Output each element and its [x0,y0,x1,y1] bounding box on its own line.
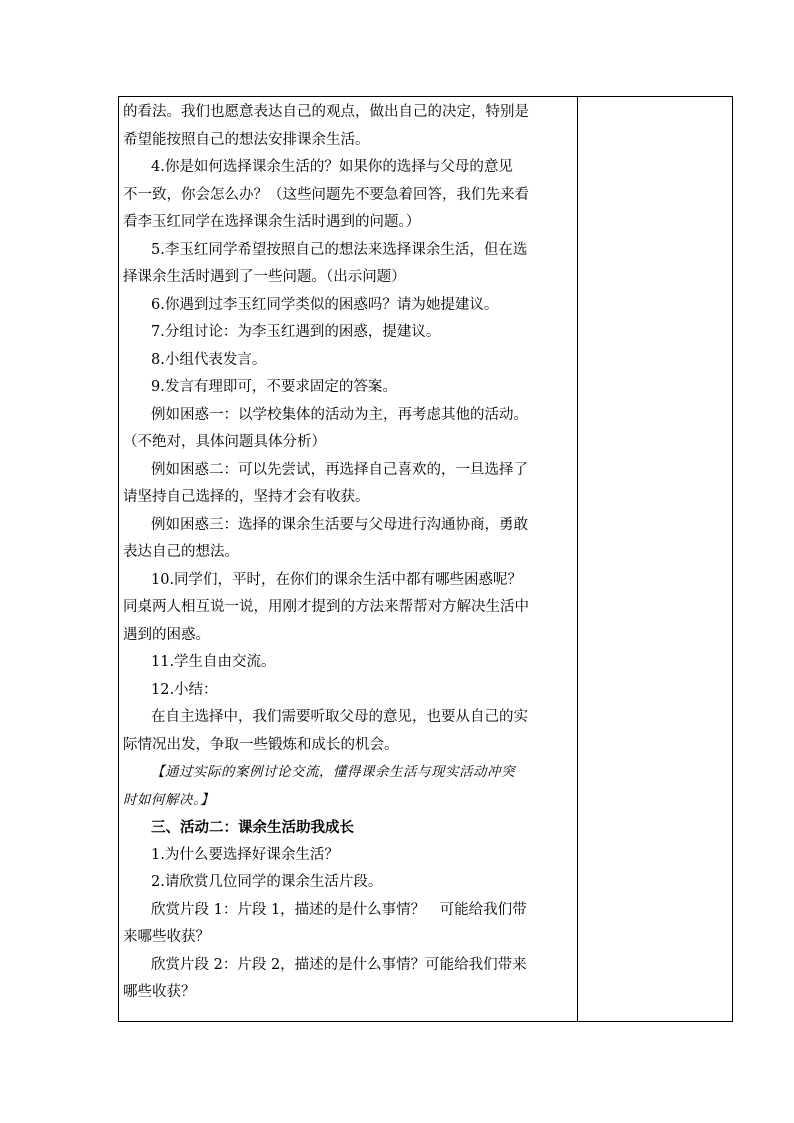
text-line: 希望能按照自己的想法安排课余生活。 [123,131,370,148]
text-line: 【通过实际的案例讨论交流，懂得课余生活与现实活动冲突 [151,764,515,780]
text-line: 例如困惑二：可以先尝试，再选择自己喜欢的，一旦选择了 [151,461,528,478]
text-line: 哪些收获？ [123,984,196,1000]
text-line: 4.你是如何选择课余生活的？如果你的选择与父母的意见 [151,159,513,175]
text-line: 择课余生活时遇到了一些问题。（出示问题） [123,269,406,285]
text-line: 6.你遇到过李玉红同学类似的困惑吗？请为她提建议。 [151,296,499,313]
text-line: 在自主选择中，我们需要听取父母的意见，也要从自己的实 [151,709,528,725]
lesson-table [118,96,733,1022]
text-line: 不一致，你会怎么办？（这些问题先不要急着回答，我们先来看 [123,186,529,203]
notes-cell [578,97,732,1021]
text-line: 表达自己的想法。 [123,544,239,560]
lesson-content-cell [123,99,573,1007]
text-line: 12.小结： [151,681,218,698]
text-line: 的看法。我们也愿意表达自己的观点，做出自己的决定，特别是 [123,104,529,120]
text-line: 三、活动二：课余生活助我成长 [151,819,354,836]
text-line: 1.为什么要选择好课余生活？ [151,846,339,863]
text-line: 11.学生自由交流。 [151,654,276,670]
text-line: 请坚持自己选择的，坚持才会有收获。 [123,489,370,505]
text-line: 看李玉红同学在选择课余生活时遇到的问题。） [123,214,421,230]
text-line: 8.小组代表发言。 [151,351,267,368]
text-line: （不绝对，具体问题具体分析） [123,434,326,450]
text-line: 遇到的困惑。 [123,626,210,643]
text-line: 际情况出发，争取一些锻炼和成长的机会。 [123,736,399,753]
text-line: 同桌两人相互说一说，用刚才提到的方法来帮帮对方解决生活中 [123,599,529,615]
text-line: 2.请欣赏几位同学的课余生活片段。 [151,874,383,890]
text-line: 来哪些收获？ [123,929,210,945]
text-line: 欣赏片段 1：片段 1，描述的是什么事情？ 可能给我们带 [151,901,527,918]
text-line: 10.同学们，平时，在你们的课余生活中都有哪些困惑呢？ [151,571,523,588]
text-line: 7.分组讨论：为李玉红遇到的困惑，提建议。 [151,324,441,340]
text-line: 例如困惑三：选择的课余生活要与父母进行沟通协商，勇敢 [151,516,528,533]
text-line: 5.李玉红同学希望按照自己的想法来选择课余生活，但在选 [151,241,528,258]
text-line: 欣赏片段 2：片段 2，描述的是什么事情？可能给我们带来 [151,956,527,973]
text-line: 例如困惑一：以学校集体的活动为主，再考虑其他的活动。 [151,406,528,423]
text-line: 9.发言有理即可，不要求固定的答案。 [151,379,397,395]
text-line: 时如何解决。】 [123,791,215,808]
